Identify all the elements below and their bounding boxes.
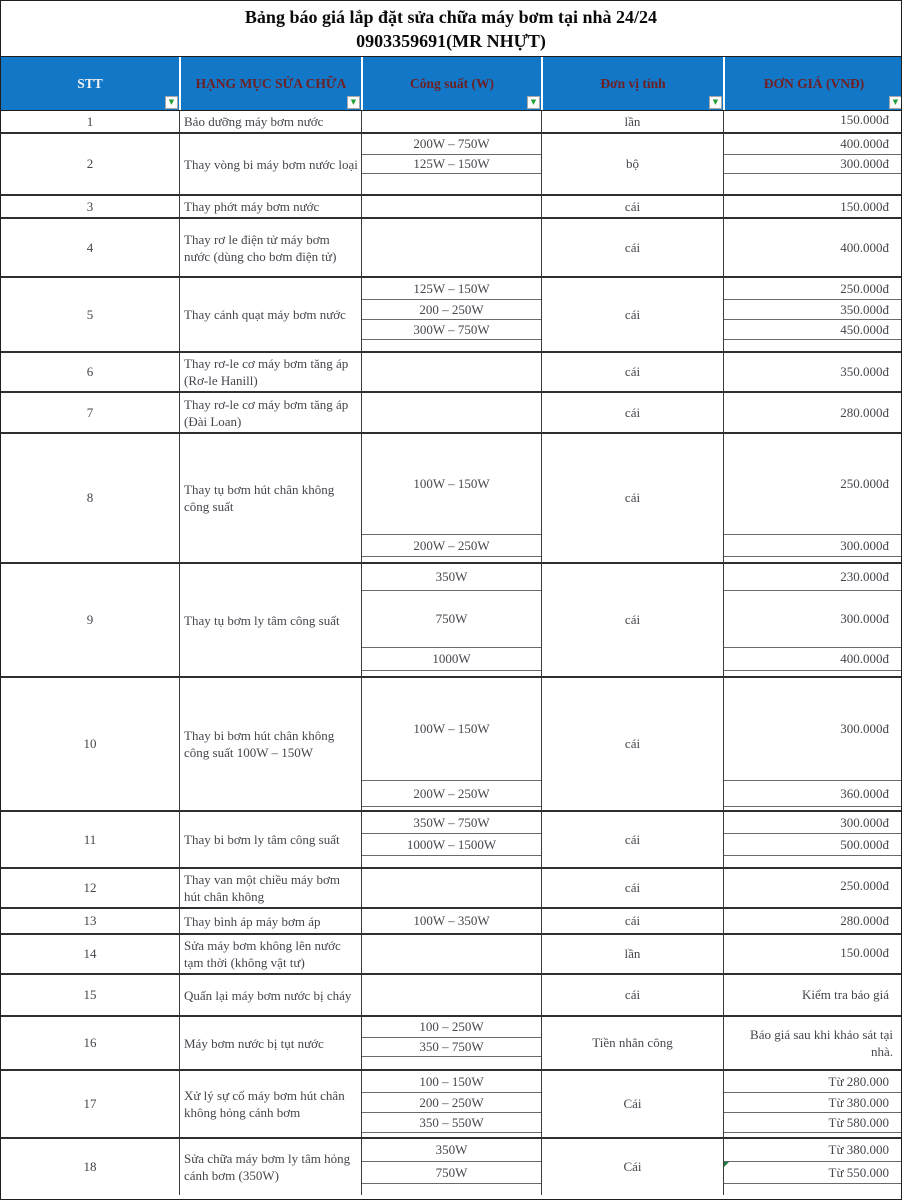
- stt-cell: 15: [83, 987, 97, 1002]
- header-cell-4: [723, 57, 902, 110]
- power-subcell: 200W – 250W: [362, 780, 541, 806]
- power-subcell: 1000W – 1500W: [362, 833, 541, 855]
- page-title: Bảng báo giá lắp đặt sửa chữa máy bơm tại nhà 24/24: [244, 6, 658, 27]
- power-subcell: [362, 173, 541, 194]
- stt-cell: 17: [83, 1096, 97, 1111]
- power-cell: [361, 1139, 541, 1195]
- filter-dropdown-button[interactable]: [165, 96, 178, 109]
- unit-cell: cái: [541, 564, 723, 676]
- power-cell: [361, 1071, 541, 1137]
- item-cell: [179, 869, 361, 907]
- power-cell: [361, 975, 541, 1015]
- price-value: 300.000đ: [840, 814, 889, 830]
- unit-cell: cái: [541, 909, 723, 933]
- power-cell: [361, 434, 541, 562]
- filter-arrow-icon: ▼: [892, 98, 899, 106]
- power-subcell: 100 – 250W: [419, 1019, 484, 1034]
- price-value: 250.000đ: [840, 878, 889, 893]
- table-row: [1, 111, 901, 132]
- power-subcell: [362, 339, 541, 351]
- unit-cell: Tiền nhân công: [541, 1017, 723, 1069]
- header-cell-0: [1, 57, 179, 110]
- price-value: Từ 380.000: [828, 1142, 889, 1157]
- price-cell: [723, 353, 902, 391]
- power-cell: [361, 812, 541, 867]
- stt-cell: 14: [83, 946, 97, 961]
- price-subcell: [724, 1183, 902, 1195]
- header-label: Công suất (W): [409, 75, 494, 91]
- item-cell: [179, 678, 361, 810]
- price-subcell: [724, 935, 902, 971]
- unit-cell: Cái: [541, 1071, 723, 1137]
- item-cell: [179, 564, 361, 676]
- price-subcell: [724, 196, 902, 217]
- price-cell: [723, 909, 902, 933]
- table-row: [1, 907, 901, 933]
- price-value: 150.000đ: [840, 945, 889, 960]
- title-block: [1, 1, 901, 57]
- power-subcell: [362, 353, 541, 391]
- item-cell: [179, 434, 361, 562]
- filter-dropdown-button[interactable]: [889, 96, 902, 109]
- power-subcell: [362, 935, 541, 971]
- table-row: [1, 1137, 901, 1195]
- item-label: Bảo dưỡng máy bơm nước: [184, 114, 324, 129]
- stt-cell: 9: [86, 612, 94, 627]
- item-cell: [179, 278, 361, 351]
- stt-cell: 7: [86, 404, 94, 420]
- item-label: Thay vòng bi máy bơm nước loại: [184, 156, 358, 172]
- price-subcell: [724, 1132, 902, 1137]
- power-subcell: [362, 219, 541, 276]
- price-value: Từ 550.000: [828, 1164, 889, 1180]
- header-cell-3: [541, 57, 723, 110]
- stt-cell: 11: [83, 831, 97, 847]
- item-label: Thay bi bơm hút chân không công suất 100W – 150W: [184, 728, 335, 760]
- item-label: Thay tụ bơm hút chân không công suất: [184, 482, 335, 514]
- table-row: [1, 132, 901, 194]
- power-subcell: 125W – 150W: [362, 154, 541, 173]
- cell-flag-indicator: [724, 1162, 729, 1167]
- filter-dropdown-button[interactable]: [347, 96, 360, 109]
- price-subcell: [724, 1092, 902, 1112]
- price-subcell: [724, 869, 902, 903]
- item-label: Thay cánh quạt máy bơm nước: [184, 307, 346, 322]
- header-cell-1: [179, 57, 361, 110]
- price-value: 400.000đ: [840, 651, 889, 666]
- item-label: Thay rơ-le cơ máy bơm tăng áp (Đài Loan): [184, 396, 349, 429]
- price-value: 300.000đ: [840, 611, 889, 626]
- price-cell: [723, 111, 902, 132]
- price-subcell: [724, 556, 902, 562]
- price-subcell: [724, 393, 902, 432]
- item-label: Thay rơ-le cơ máy bơm tăng áp (Rơ-le Hanill): [184, 356, 349, 388]
- stt-cell: 2: [86, 156, 94, 171]
- price-subcell: [724, 975, 902, 1015]
- price-subcell: [724, 278, 902, 299]
- price-subcell: [724, 855, 902, 867]
- power-cell: [361, 564, 541, 676]
- table-row: [1, 676, 901, 810]
- power-subcell: 300W – 750W: [362, 319, 541, 339]
- table-row: [1, 217, 901, 276]
- unit-cell: cái: [541, 869, 723, 907]
- unit-cell: bộ: [541, 134, 723, 194]
- unit-cell: Cái: [541, 1139, 723, 1195]
- power-subcell: [362, 196, 541, 217]
- power-cell: [361, 196, 541, 217]
- filter-arrow-icon: ▼: [168, 98, 175, 106]
- price-subcell: [724, 1112, 902, 1132]
- stt-cell: 5: [86, 306, 94, 322]
- item-cell: [179, 134, 361, 194]
- filter-dropdown-button[interactable]: [709, 96, 722, 109]
- item-cell: [179, 975, 361, 1015]
- price-cell: [723, 196, 902, 217]
- power-subcell: 100W – 350W: [413, 913, 490, 928]
- power-cell: [361, 1017, 541, 1069]
- power-subcell: [362, 806, 541, 810]
- power-cell: [361, 353, 541, 391]
- item-label: Máy bơm nước bị tụt nước: [184, 1035, 324, 1051]
- price-cell: [723, 1139, 902, 1195]
- power-subcell: [362, 393, 541, 432]
- item-cell: [179, 353, 361, 391]
- price-subcell: [724, 219, 902, 276]
- unit-cell: lần: [541, 935, 723, 973]
- price-subcell: [724, 534, 902, 556]
- price-cell: [723, 812, 902, 867]
- power-subcell: 200W – 250W: [362, 534, 541, 556]
- stt-cell: 6: [86, 364, 94, 379]
- table-body: [1, 111, 901, 1195]
- price-cell: [723, 869, 902, 907]
- unit-cell: cái: [541, 434, 723, 562]
- price-value: 300.000đ: [840, 537, 889, 553]
- filter-arrow-icon: ▼: [350, 98, 357, 106]
- power-cell: [361, 869, 541, 907]
- price-subcell: [724, 1071, 902, 1092]
- stt-cell: 4: [86, 239, 94, 255]
- unit-cell: cái: [541, 278, 723, 351]
- phone-subtitle: 0903359691(MR NHỰT): [356, 30, 546, 51]
- table-row: [1, 391, 901, 432]
- price-value: Từ 380.000: [828, 1094, 889, 1110]
- price-value: 300.000đ: [840, 721, 889, 736]
- price-value: 150.000đ: [840, 111, 889, 127]
- power-cell: [361, 134, 541, 194]
- item-cell: [179, 909, 361, 933]
- power-subcell: [362, 670, 541, 676]
- header-cell-2: [361, 57, 541, 110]
- item-label: Thay bi bơm ly tâm công suất: [184, 832, 340, 847]
- item-label: Thay tụ bơm ly tâm công suất: [184, 612, 340, 628]
- power-subcell: [362, 855, 541, 867]
- price-value: 280.000đ: [840, 404, 889, 420]
- price-value: 280.000đ: [840, 913, 889, 928]
- price-subcell: [724, 339, 902, 351]
- power-subcell: 200W – 750W: [413, 136, 490, 151]
- power-subcell: 350 – 750W: [362, 1037, 541, 1056]
- price-cell: [723, 1017, 902, 1069]
- price-value: 350.000đ: [840, 364, 889, 379]
- power-subcell: [362, 869, 541, 903]
- power-subcell: 100W – 150W: [413, 721, 490, 736]
- header-label: Đơn vị tính: [600, 75, 666, 91]
- price-cell: [723, 393, 902, 432]
- unit-cell: cái: [541, 975, 723, 1015]
- power-subcell: [362, 1132, 541, 1137]
- item-label: Thay phớt máy bơm nước: [184, 199, 320, 214]
- power-subcell: 200 – 250W: [362, 1092, 541, 1112]
- table-row: [1, 351, 901, 391]
- price-value: Từ 280.000: [828, 1073, 889, 1089]
- price-subcell: [724, 909, 902, 933]
- table-row: [1, 933, 901, 973]
- power-subcell: 100 – 150W: [419, 1073, 484, 1089]
- power-subcell: [362, 556, 541, 562]
- table-row: [1, 810, 901, 867]
- item-label: Sửa máy bơm không lên nước tạm thời (không vật tư): [184, 938, 341, 970]
- power-subcell: [362, 111, 541, 128]
- power-subcell: 350 – 550W: [362, 1112, 541, 1132]
- power-subcell: 350W – 750W: [413, 814, 490, 830]
- item-cell: [179, 935, 361, 973]
- item-cell: [179, 1017, 361, 1069]
- power-subcell: 350W: [435, 1142, 468, 1157]
- price-value: 250.000đ: [840, 476, 889, 491]
- price-cell: [723, 975, 902, 1015]
- table-row: [1, 973, 901, 1015]
- power-cell: [361, 393, 541, 432]
- price-subcell: [724, 590, 902, 647]
- unit-cell: cái: [541, 219, 723, 276]
- power-cell: [361, 111, 541, 132]
- unit-cell: cái: [541, 196, 723, 217]
- table-row: [1, 562, 901, 676]
- item-cell: [179, 1139, 361, 1195]
- price-subcell: [724, 154, 902, 173]
- price-subcell: [724, 1139, 902, 1161]
- item-label: Xử lý sự cố máy bơm hút chân không hỏng cánh bơm: [184, 1088, 345, 1120]
- filter-arrow-icon: ▼: [530, 98, 537, 106]
- price-subcell: [724, 319, 902, 339]
- power-cell: [361, 678, 541, 810]
- unit-cell: cái: [541, 812, 723, 867]
- filter-arrow-icon: ▼: [712, 98, 719, 106]
- price-cell: [723, 935, 902, 973]
- table-row: [1, 432, 901, 562]
- power-cell: [361, 935, 541, 973]
- power-subcell: [362, 1056, 541, 1069]
- unit-cell: lần: [541, 111, 723, 132]
- price-value: 300.000đ: [840, 156, 889, 171]
- price-subcell: [724, 806, 902, 810]
- power-subcell: 125W – 150W: [413, 280, 490, 296]
- price-subcell: [724, 299, 902, 319]
- price-cell: [723, 278, 902, 351]
- price-value: 250.000đ: [840, 280, 889, 296]
- power-subcell: 200 – 250W: [362, 299, 541, 319]
- stt-cell: 8: [86, 490, 94, 505]
- stt-cell: 10: [83, 736, 97, 751]
- power-cell: [361, 219, 541, 276]
- item-cell: [179, 196, 361, 217]
- power-subcell: 350W: [435, 569, 468, 584]
- stt-cell: 12: [83, 880, 97, 895]
- price-value: 400.000đ: [840, 136, 889, 151]
- stt-cell: 3: [86, 198, 94, 214]
- power-subcell: 750W: [362, 590, 541, 647]
- header-label: HẠNG MỤC SỬA CHỮA: [195, 75, 347, 91]
- price-cell: [723, 134, 902, 194]
- table-row: [1, 867, 901, 907]
- price-subcell: [724, 564, 902, 590]
- table-header-row: [1, 57, 901, 111]
- stt-cell: 18: [83, 1159, 97, 1174]
- price-value: Từ 580.000: [828, 1114, 889, 1130]
- item-cell: [179, 219, 361, 276]
- price-subcell: [724, 647, 902, 670]
- power-subcell: [362, 1183, 541, 1195]
- item-cell: [179, 1071, 361, 1137]
- price-subcell: [724, 353, 902, 391]
- header-label: ĐƠN GIÁ (VNĐ): [763, 75, 865, 91]
- price-value: 450.000đ: [840, 321, 889, 337]
- unit-cell: cái: [541, 393, 723, 432]
- table-row: [1, 1069, 901, 1137]
- unit-cell: cái: [541, 678, 723, 810]
- power-subcell: 1000W: [362, 647, 541, 670]
- power-subcell: 100W – 150W: [413, 476, 490, 491]
- item-cell: [179, 111, 361, 132]
- price-value: 350.000đ: [840, 301, 889, 317]
- filter-dropdown-button[interactable]: [527, 96, 540, 109]
- stt-cell: 13: [83, 913, 97, 928]
- price-subcell: [724, 1161, 902, 1183]
- power-cell: [361, 909, 541, 933]
- price-subcell: [724, 434, 902, 534]
- price-value: 400.000đ: [840, 239, 889, 255]
- item-cell: [179, 812, 361, 867]
- price-subcell: [724, 173, 902, 194]
- item-label: Thay rơ le điện tử máy bơm nước (dùng cho bơm điện tử): [184, 231, 337, 264]
- stt-cell: 16: [83, 1035, 97, 1050]
- price-subcell: [724, 833, 902, 855]
- price-value: 500.000đ: [840, 836, 889, 852]
- item-label: Quấn lại máy bơm nước bị cháy: [184, 987, 352, 1003]
- price-cell: [723, 564, 902, 676]
- power-cell: [361, 278, 541, 351]
- price-value: 230.000đ: [840, 569, 889, 584]
- price-value: 360.000đ: [840, 785, 889, 801]
- table-row: [1, 194, 901, 217]
- power-subcell: 750W: [362, 1161, 541, 1183]
- header-label: STT: [77, 75, 103, 91]
- item-label: Thay van một chiều máy bơm hút chân không: [184, 872, 340, 904]
- stt-cell: 1: [86, 113, 94, 129]
- price-subcell: [724, 812, 902, 833]
- price-merged-value: Báo giá sau khi khảo sát tại nhà.: [750, 1027, 893, 1059]
- price-subcell: [724, 111, 902, 128]
- item-label: Thay bình áp máy bơm áp: [184, 913, 321, 929]
- price-subcell: [724, 780, 902, 806]
- price-subcell: [724, 670, 902, 676]
- price-subcell: [724, 678, 902, 780]
- price-value: 150.000đ: [840, 198, 889, 214]
- table-row: [1, 276, 901, 351]
- price-cell: [723, 219, 902, 276]
- item-label: Sửa chữa máy bơm ly tâm hỏng cánh bơm (350W): [184, 1151, 351, 1183]
- price-cell: [723, 678, 902, 810]
- item-cell: [179, 393, 361, 432]
- power-subcell: [362, 975, 541, 1015]
- price-value: Kiểm tra báo giá: [802, 987, 889, 1002]
- unit-cell: cái: [541, 353, 723, 391]
- price-subcell: [724, 134, 902, 154]
- price-cell: [723, 1071, 902, 1137]
- table-row: [1, 1015, 901, 1069]
- price-cell: [723, 434, 902, 562]
